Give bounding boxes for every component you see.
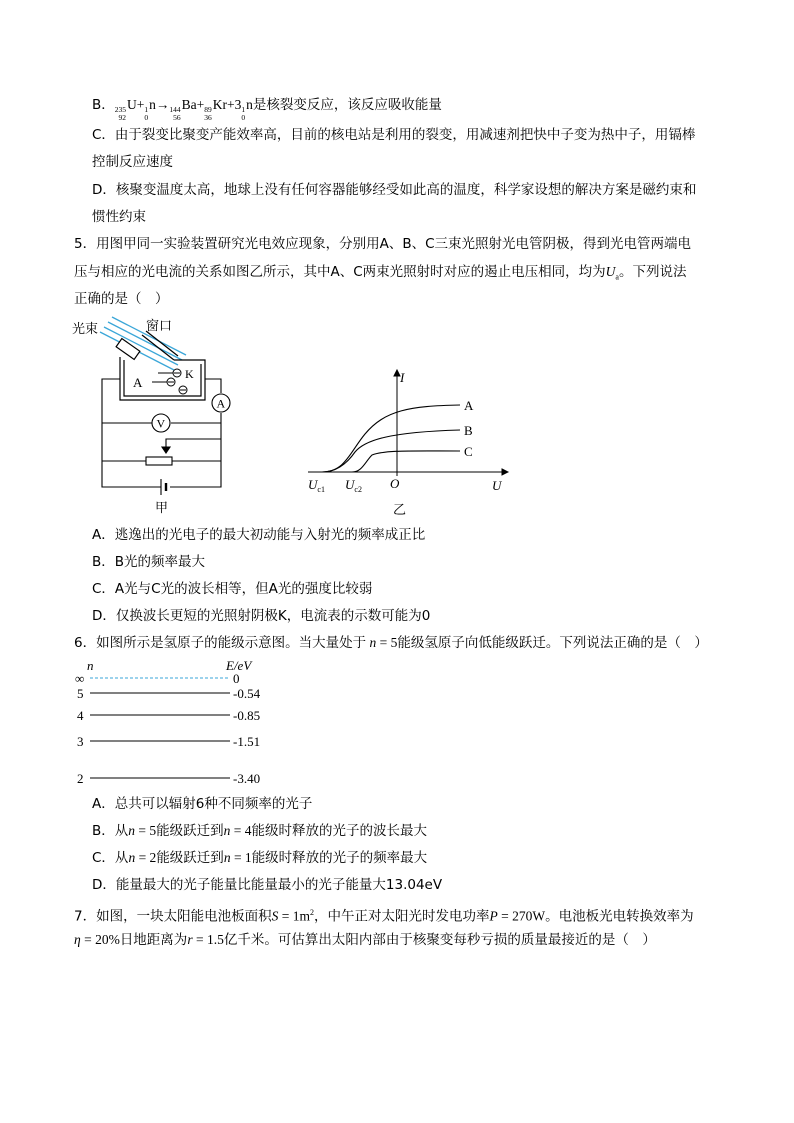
level-inf-label: ∞	[75, 671, 85, 686]
option-text: 能级时释放的光子的波长最大	[251, 823, 428, 839]
stem-text: 压与相应的光电流的关系如图乙所示，其中A、C两束光照射时对应的遏止电压相同，均为	[74, 264, 606, 280]
graph-axes	[308, 370, 508, 476]
iu-graph	[300, 362, 515, 522]
curve-a-label: A	[464, 398, 474, 413]
level-4-energy: -0.85	[233, 708, 261, 723]
option-label: B．	[92, 97, 115, 113]
level-5-label: 5	[77, 686, 84, 701]
q5-stem-line3: 正确的是（ ）	[74, 291, 169, 307]
q5-option-c: C．A光与C光的波长相等，但A光的强度比较弱	[92, 581, 373, 597]
level-5-energy: -0.54	[233, 686, 261, 701]
q4-option-d-line1: D．核聚变温度太高，地球上没有任何容器能够经受如此高的温度，科学家设想的解决方案是磁约束和	[92, 182, 697, 198]
level-3-label: 3	[77, 734, 84, 749]
q4-option-c-line2: 控制反应速度	[92, 154, 173, 170]
q5-stem-line2: 压与相应的光电流的关系如图乙所示，其中A、C两束光照射时对应的遏止电压相同，均为$U_a$。下列说法	[74, 264, 687, 282]
q6-option-d: D．能量最大的光子能量比能量最小的光子能量大13.04eV	[92, 877, 443, 893]
ammeter-label: A	[216, 396, 226, 411]
light-beam	[100, 317, 186, 370]
e-axis-label: E/eV	[226, 658, 252, 673]
cathode-label: K	[185, 367, 194, 381]
q7-stem-line2: η = 20%日地距离为r = 1.5亿千米。可估算出太阳内部由于核聚变每秒亏损的质量最接近的是（ ）	[74, 932, 656, 948]
option-text: B．从	[92, 823, 129, 839]
figure-yi-caption: 乙	[393, 502, 407, 517]
uc1-label: $U_{c1}$	[308, 477, 325, 494]
q5-option-a: A．逃逸出的光电子的最大初动能与入射光的频率成正比	[92, 527, 426, 543]
anode-label: A	[133, 375, 143, 390]
circuit-diagram	[66, 315, 246, 520]
q4-option-c-line1: C．由于裂变比聚变产能效率高，目前的核电站是利用的裂变，用减速剂把快中子变为热中子，用镉棒	[92, 127, 696, 143]
level-3-energy: -1.51	[233, 734, 261, 749]
stem-text: 能级氢原子向低能级跃迁。下列说法正确的是（ ）	[397, 635, 708, 651]
stem-text: 。下列说法	[618, 264, 687, 280]
q6-option-a: A．总共可以辐射6种不同频率的光子	[92, 796, 313, 812]
q6-option-c: C．从n = 2能级跃迁到n = 1能级时释放的光子的频率最大	[92, 850, 428, 866]
axis-label-u: U	[492, 478, 502, 493]
origin-label: O	[390, 476, 400, 491]
option-text: 能级时释放的光子的频率最大	[251, 850, 428, 866]
curve-a	[322, 405, 460, 472]
q4-option-b: B． 235 92 U+ 1 0 n→ 144 56 Ba+ 89 36 Kr+3 1 0 n是核裂变反应，该反应吸收能量	[92, 97, 442, 122]
q5-option-b: B．B光的频率最大	[92, 554, 206, 570]
q7-stem-line1: 7．如图，一块太阳能电池板面积$S = 1m^2$，中午正对太阳光时发电功率P = 270W。电池板光电转换效率为	[74, 908, 694, 925]
q4-option-d-line2: 惯性约束	[92, 209, 146, 225]
q6-stem: 6．如图所示是氢原子的能级示意图。当大量处于 n = 5能级氢原子向低能级跃迁。下列说法正确的是（ ）	[74, 635, 708, 651]
energy-level-diagram	[70, 658, 290, 793]
option-text: 是核裂变反应，该反应吸收能量	[252, 97, 442, 113]
electrons	[152, 369, 187, 394]
figure-jia-caption: 甲	[155, 500, 169, 515]
option-text: 能级跃迁到	[156, 850, 224, 866]
beam-label: 光束	[72, 322, 99, 337]
stem-text: 日地距离为	[119, 932, 188, 948]
curve-b-label: B	[464, 423, 473, 438]
level-2-energy: -3.40	[233, 771, 261, 786]
n-axis-label: n	[87, 658, 94, 673]
q5-option-d: D．仅换波长更短的光照射阴极K，电流表的示数可能为0	[92, 608, 431, 624]
q6-option-b: B．从n = 5能级跃迁到n = 4能级时释放的光子的波长最大	[92, 823, 428, 839]
axis-label-i: I	[400, 370, 405, 385]
uc2-label: $U_{c2}$	[345, 477, 362, 494]
curve-c	[352, 451, 460, 472]
option-text: 能级跃迁到	[156, 823, 224, 839]
curve-c-label: C	[464, 444, 473, 459]
option-text: C．从	[92, 850, 129, 866]
level-4-label: 4	[77, 708, 84, 723]
q5-stem-line1: 5．用图甲同一实验装置研究光电效应现象，分别用A、B、C三束光照射光电管阴极，得到光电管两端电	[74, 236, 692, 252]
stem-text: 7．如图，一块太阳能电池板面积	[74, 908, 272, 925]
voltmeter-label: V	[156, 416, 166, 431]
graph-curves	[322, 405, 460, 472]
level-inf-energy: 0	[233, 671, 240, 686]
stem-text: 。电池板光电转换效率为	[545, 908, 694, 925]
stem-text: ，中午正对太阳光时发电功率	[313, 908, 490, 925]
stem-text: 亿千米。可估算出太阳内部由于核聚变每秒亏损的质量最接近的是（ ）	[223, 932, 656, 948]
level-2-label: 2	[77, 771, 84, 786]
window-label: 窗口	[146, 318, 173, 333]
stem-text: 6．如图所示是氢原子的能级示意图。当大量处于	[74, 635, 367, 651]
